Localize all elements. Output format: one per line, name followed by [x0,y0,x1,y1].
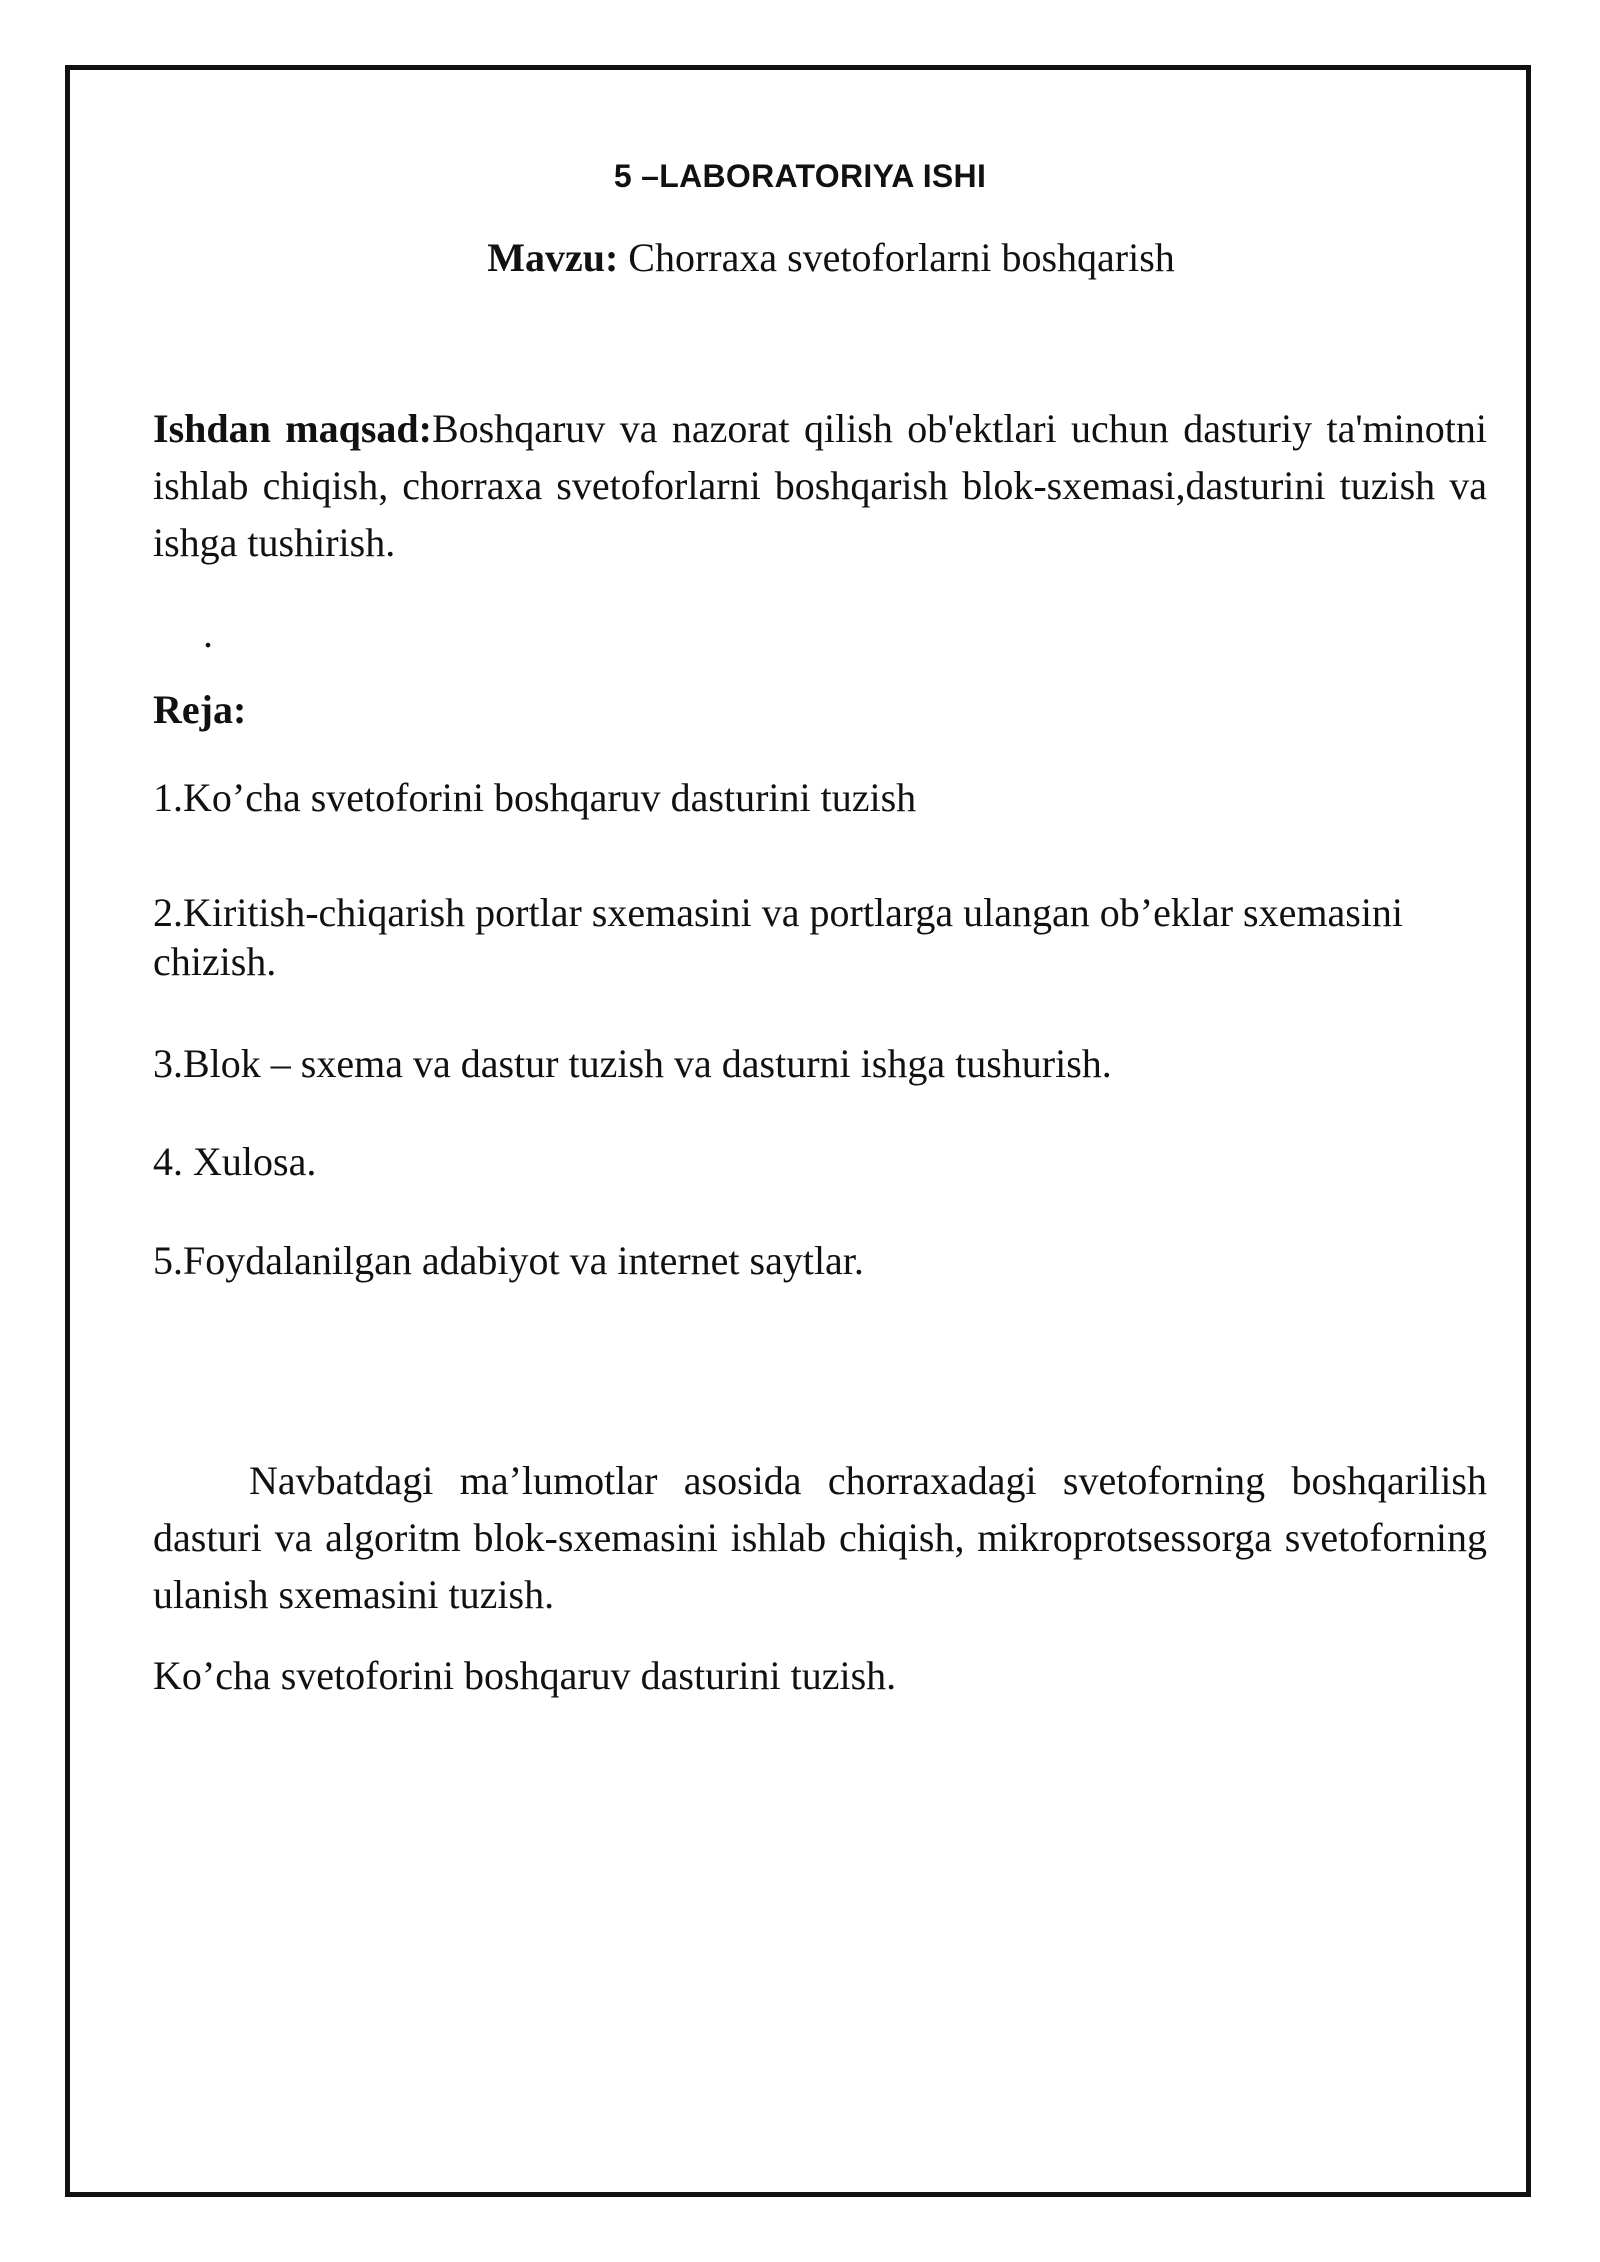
goal-label: Ishdan maqsad: [153,406,432,451]
topic-text: Chorraxa svetoforlarni boshqarish [618,235,1175,280]
task-paragraph: Navbatdagi ma’lumotlar asosida chorraxadagi svetoforning boshqarilish dasturi va algoritm blok-sxemasini ishlab chiqish, mikroprotsessorga svetoforning ulanish sxemasini tuzish. [153,1458,1487,1617]
plan-item-2: 2.Kiritish-chiqarish portlar sxemasini va portlarga ulangan ob’eklar sxemasini chizish. [153,890,1404,984]
lab-title: 5 –LABORATORIYA ISHI [613,158,987,194]
goal-paragraph [153,400,1487,571]
goal-text: Boshqaruv va nazorat qilish ob'ektlari uchun dasturiy ta'minotni ishlab chiqish, chorraxa svetoforlarni boshqarish blok-sxemasi,dasturini tuzish va ishga tushirish. [153,406,1487,565]
stray-dot: . [203,611,213,656]
topic-label: Mavzu: [487,235,619,280]
plan-item-5: 5.Foydalanilgan adabiyot va internet saytlar. [153,1238,864,1283]
page-border [65,65,1531,2197]
plan-item-4: 4. Xulosa. [153,1139,317,1184]
plan-item-3: 3.Blok – sxema va dastur tuzish va dasturni ishga tushurish. [153,1041,1112,1086]
topic-line [0,234,1600,281]
final-line: Ko’cha svetoforini boshqaruv dasturini tuzish. [153,1653,897,1698]
plan-heading: Reja: [153,687,247,732]
plan-item-1: 1.Ko’cha svetoforini boshqaruv dasturini tuzish [153,775,917,820]
